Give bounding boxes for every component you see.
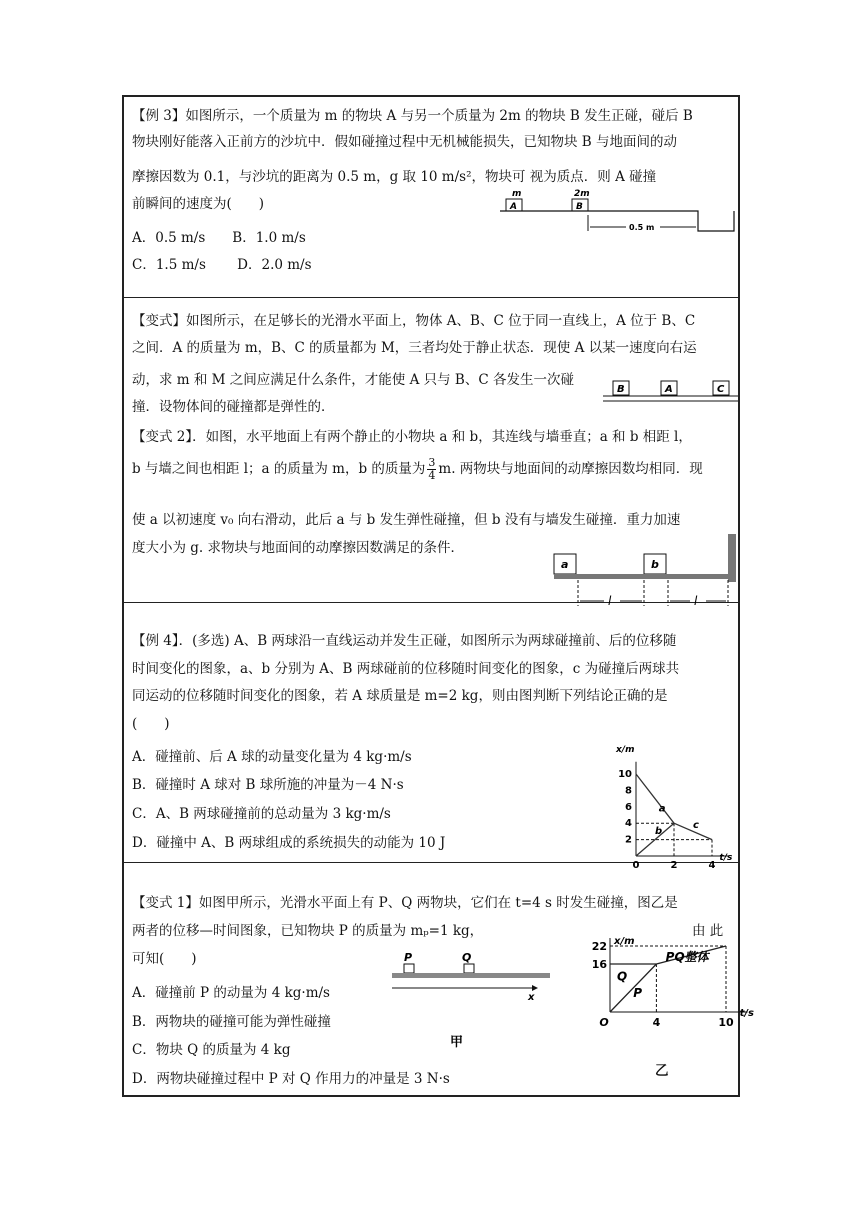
- series-label: P: [633, 986, 642, 1000]
- block-a-label: A: [665, 384, 673, 395]
- mass-2m-label: 2m: [574, 189, 590, 199]
- wall: [728, 534, 736, 582]
- y-tick-label: 10: [618, 769, 632, 780]
- mass-m-label: m: [512, 189, 522, 199]
- var2-line-1: 【变式 2】．如图，水平地面上有两个静止的小物块 a 和 b，其连线与墙垂直；a 和 b 相距 l，: [132, 429, 692, 445]
- series-b-label: b: [655, 825, 663, 837]
- y-tick-label: 6: [625, 801, 632, 813]
- x-tick-label: 2: [670, 860, 678, 871]
- ex4-line-2: 时间变化的图象，a、b 分别为 A、B 两球碰前的位移随时间变化的图象，c 为碰撞后两球共: [132, 661, 680, 677]
- ex4-option-a: A．碰撞前、后 A 球的动量变化量为 4 kg·m/s: [132, 749, 412, 765]
- x-axis-label: t/s: [739, 1008, 754, 1019]
- fraction-numerator: 3: [428, 456, 436, 469]
- block-a-label: A: [510, 202, 517, 212]
- ground-hatch: [554, 574, 728, 579]
- ex3-line-3: 摩擦因数为 0.1，与沙坑的距离为 0.5 m，g 取 10 m/s²，物块可 视为质点．则 A 碰撞: [132, 169, 657, 185]
- x-tick-label: 10: [718, 1016, 734, 1029]
- distance-label: 0.5 m: [629, 223, 655, 232]
- y-tick-label: 4: [625, 818, 632, 830]
- var1-line-2: 之间．A 的质量为 m，B、C 的质量都为 M，三者均处于静止状态．现使 A 以某一速度向右运: [132, 340, 697, 356]
- x-tick-label: 0: [632, 860, 640, 871]
- three-block-diagram: [603, 375, 738, 407]
- var3-line-1: 【变式 1】如图甲所示，光滑水平面上有 P、Q 两物块，它们在 t=4 s 时发生碰撞，图乙是: [132, 895, 678, 911]
- y-axis-label: x/m: [614, 936, 635, 947]
- var3-option-c: C．物块 Q 的质量为 4 kg: [132, 1042, 291, 1058]
- var2-line-2-text: b 与墙之间也相距 l；a 的质量为 m，b 的质量为: [132, 461, 426, 477]
- section-divider: [124, 297, 738, 298]
- x-axis-arrow: [532, 985, 538, 991]
- ex3-option-cd: C．1.5 m/s D．2.0 m/s: [132, 257, 312, 273]
- block-b-label: B: [617, 384, 625, 395]
- ground-and-pit: [500, 211, 734, 231]
- block-p: [404, 964, 414, 973]
- fig-yi-xt-chart: [588, 932, 754, 1050]
- wall-diagram: [548, 530, 740, 612]
- ex3-line-2: 物块刚好能落入正前方的沙坑中．假如碰撞过程中无机械能损失，已知物块 B 与地面间的动: [132, 134, 678, 150]
- ground-hatch: [392, 973, 550, 978]
- block-b-label: B: [576, 202, 583, 212]
- var1-line-1: 【变式】如图所示，在足够长的光滑水平面上，物体 A、B、C 位于同一直线上，A 位于 B、C: [132, 313, 696, 329]
- var2-line-4: 度大小为 g. 求物块与地面间的动摩擦因数满足的条件．: [132, 540, 465, 556]
- ex4-line-1: 【例 4】．(多选) A、B 两球沿一直线运动并发生正碰，如图所示为两球碰撞前、后的位移随: [132, 633, 677, 649]
- fraction-denominator: 4: [428, 469, 436, 482]
- var3-line-2: 两者的位移—时间图象，已知物块 P 的质量为 mₚ=1 kg，: [132, 923, 484, 939]
- series-a-label: a: [658, 803, 666, 815]
- var3-line-2-tail: 由 此: [692, 923, 724, 939]
- var2-line-2-tail: m. 两物块与地面间的动摩擦因数均相同．现: [438, 461, 703, 477]
- y-axis-label: x/m: [616, 745, 635, 755]
- x-tick-label: O: [599, 1016, 609, 1029]
- fraction-three-quarters: [427, 457, 436, 482]
- ex4-xt-chart: [612, 742, 740, 871]
- block-p-label: P: [404, 951, 413, 964]
- var2-line-3: 使 a 以初速度 v₀ 向右滑动，此后 a 与 b 发生弹性碰撞，但 b 没有与墙发生碰撞．重力加速: [132, 512, 681, 528]
- y-tick-label: 8: [625, 785, 632, 797]
- block-a-label: a: [561, 558, 569, 571]
- y-tick-label: 2: [625, 834, 632, 846]
- y-tick-label: 16: [591, 958, 607, 971]
- dim-l-label: l: [694, 594, 698, 608]
- x-axis-label: t/s: [719, 853, 733, 863]
- ex3-line-4: 前瞬间的速度为( ): [132, 196, 265, 212]
- ex3-line-1: 【例 3】如图所示，一个质量为 m 的物块 A 与另一个质量为 2m 的物块 B 发生正碰，碰后 B: [132, 108, 693, 124]
- var1-line-4: 撞．设物体间的碰撞都是弹性的．: [132, 399, 335, 415]
- fig-jia-diagram: [392, 948, 554, 1048]
- var3-option-d: D．两物块碰撞过程中 P 对 Q 作用力的冲量是 3 N·s: [132, 1071, 450, 1087]
- var3-option-a: A．碰撞前 P 的动量为 4 kg·m/s: [132, 985, 330, 1001]
- ex4-option-b: B．碰撞时 A 球对 B 球所施的冲量为－4 N·s: [132, 777, 404, 793]
- ex4-line-4: ( ): [132, 716, 170, 732]
- block-c-label: C: [717, 384, 725, 395]
- ex4-line-3: 同运动的位移随时间变化的图象，若 A 球质量是 m=2 kg，则由图判断下列结论正确的是: [132, 688, 668, 704]
- var1-line-3: 动，求 m 和 M 之间应满足什么条件，才能使 A 只与 B、C 各发生一次碰: [132, 372, 574, 388]
- block-q: [464, 964, 474, 973]
- block-b-label: b: [651, 558, 659, 571]
- series-a-line: [636, 774, 674, 823]
- ex4-option-c: C．A、B 两球碰撞前的总动量为 3 kg·m/s: [132, 806, 391, 822]
- block-q-label: Q: [462, 951, 472, 964]
- ex4-option-d: D．碰撞中 A、B 两球组成的系统损失的动能为 10 J: [132, 835, 446, 851]
- y-tick-label: 22: [591, 940, 607, 953]
- series-label: Q: [616, 969, 628, 984]
- var3-line-3: 可知( ): [132, 951, 197, 967]
- ex3-option-ab: A．0.5 m/s B．1.0 m/s: [132, 230, 306, 246]
- var2-line-2: [132, 456, 703, 482]
- series-label: PQ整体: [665, 950, 709, 964]
- series-c-label: c: [693, 820, 699, 832]
- sandpit-diagram: [498, 185, 740, 240]
- var3-option-b: B．两物块的碰撞可能为弹性碰撞: [132, 1014, 331, 1030]
- x-tick-label: 4: [652, 1016, 661, 1029]
- x-axis-label: x: [528, 992, 535, 1003]
- dim-l-label: l: [608, 594, 612, 608]
- x-tick-label: 4: [708, 860, 716, 871]
- caption-jia: 甲: [450, 1035, 464, 1050]
- caption-yi: 乙: [655, 1063, 669, 1079]
